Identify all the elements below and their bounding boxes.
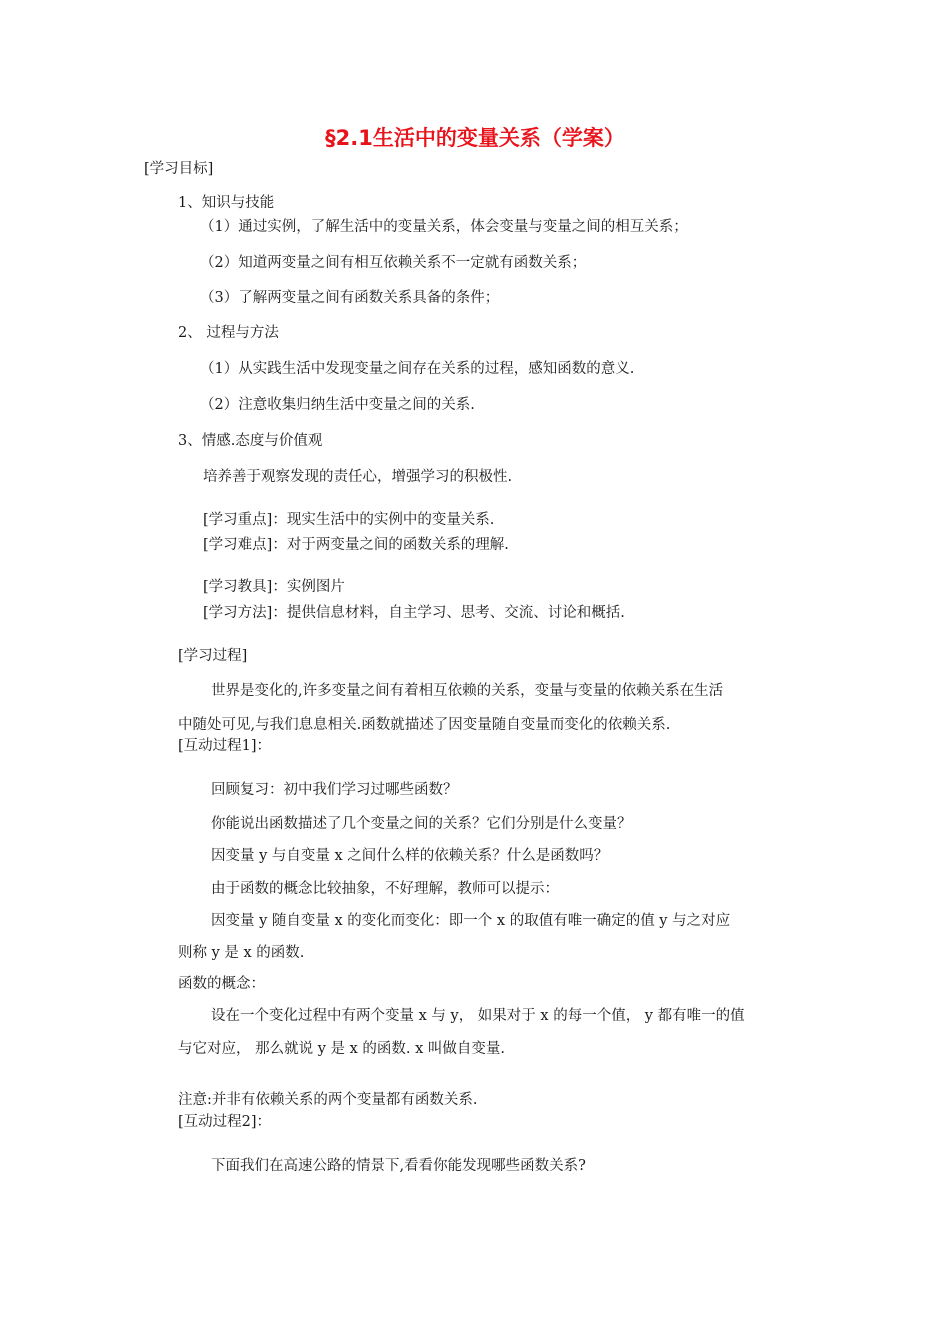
process-section-heading: [学习过程] [178,648,248,664]
knowledge-item: （1）通过实例，了解生活中的变量关系，体会变量与变量之间的相互关系； [200,219,688,235]
page-title: §2.1生活中的变量关系（学案） [325,126,625,150]
tools: [学习教具]：实例图片 [203,579,345,595]
intro-paragraph: 世界是变化的,许多变量之间有着相互依赖的关系，变量与变量的依赖关系在生活 [211,683,724,699]
process-item: （2）注意收集归纳生活中变量之间的关系. [200,397,475,413]
concept-line: 设在一个变化过程中有两个变量 x 与 y， 如果对于 x 的每一个值， y 都有唯一的值 [211,1008,745,1024]
concept-heading: 函数的概念： [178,976,265,992]
knowledge-item: （2）知道两变量之间有相互依赖关系不一定就有函数关系； [200,255,587,271]
interaction1-line: 因变量 y 与自变量 x 之间什么样的依赖关系？什么是函数吗？ [211,848,609,864]
interaction1-cont: 则称 y 是 x 的函数. [178,945,305,961]
knowledge-heading: 1、知识与技能 [178,195,275,211]
interaction1-line: 因变量 y 随自变量 x 的变化而变化：即一个 x 的取值有唯一确定的值 y 与之对应 [211,913,731,929]
knowledge-item: （3）了解两变量之间有函数关系具备的条件； [200,290,500,306]
method: [学习方法]：提供信息材料，自主学习、思考、交流、讨论和概括. [203,605,625,621]
objectives-heading: [学习目标] [144,161,214,177]
interaction1-line: 你能说出函数描述了几个变量之间的关系？它们分别是什么变量？ [211,816,632,832]
intro-paragraph-cont: 中随处可见,与我们息息相关.函数就描述了因变量随自变量而变化的依赖关系. [178,717,671,733]
key-point: [学习重点]：现实生活中的实例中的变量关系. [203,512,495,528]
interaction1-line: 由于函数的概念比较抽象，不好理解，教师可以提示： [211,881,559,897]
process-heading: 2、 过程与方法 [178,325,279,341]
process-item: （1）从实践生活中发现变量之间存在关系的过程，感知函数的意义. [200,361,635,377]
concept-line-cont: 与它对应， 那么就说 y 是 x 的函数. x 叫做自变量. [178,1041,506,1057]
interaction1-line: 回顾复习：初中我们学习过哪些函数？ [211,782,458,798]
emotion-text: 培养善于观察发现的责任心，增强学习的积极性. [203,469,513,485]
interaction1-heading: [互动过程1]： [178,738,272,754]
interaction2-heading: [互动过程2]： [178,1114,272,1130]
emotion-heading: 3、情感.态度与价值观 [178,433,323,449]
note: 注意:并非有依赖关系的两个变量都有函数关系. [178,1092,478,1108]
interaction2-line: 下面我们在高速公路的情景下,看看你能发现哪些函数关系? [211,1158,586,1174]
difficulty: [学习难点]：对于两变量之间的函数关系的理解. [203,537,509,553]
